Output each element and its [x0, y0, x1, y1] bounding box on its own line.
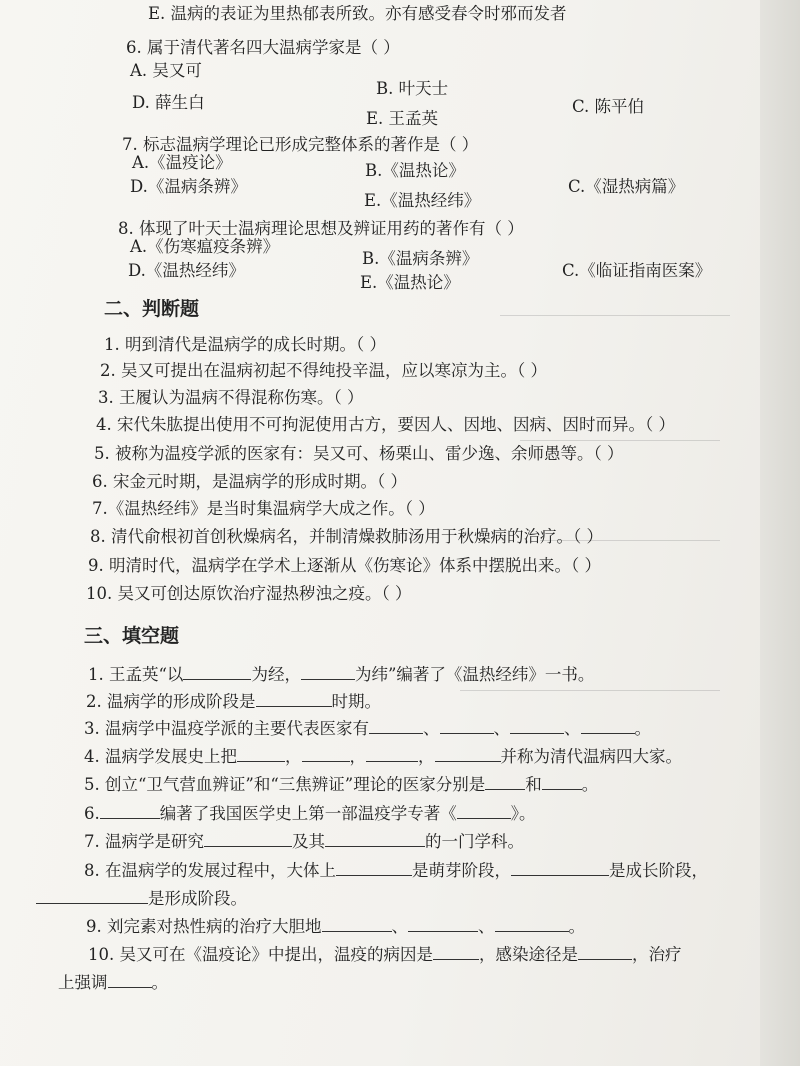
bleed-through-line: [500, 315, 730, 324]
fill-item-3: 3. 温病学中温疫学派的主要代表医家有 、 、 、 。: [84, 719, 651, 738]
fill-item-10-cont: 上强调 。: [58, 973, 168, 992]
blank-field[interactable]: [366, 747, 418, 762]
facing-page-edge: [760, 0, 800, 1066]
blank-field[interactable]: [336, 861, 412, 876]
blank-field[interactable]: [581, 719, 635, 734]
blank-field[interactable]: [485, 775, 525, 790]
blank-field[interactable]: [433, 945, 479, 960]
blank-field[interactable]: [302, 747, 350, 762]
mc-q6-option-b: B. 叶天士: [376, 79, 449, 98]
section-heading-fill-blank: 三、填空题: [84, 625, 180, 647]
blank-field[interactable]: [440, 719, 494, 734]
section-heading-true-false: 二、判断题: [104, 298, 200, 320]
blank-field[interactable]: [511, 861, 609, 876]
blank-field[interactable]: [108, 973, 152, 988]
blank-field[interactable]: [237, 747, 285, 762]
fill-item-1: 1. 王孟英“以 为经， 为纬”编著了《温热经纬》一书。: [88, 665, 595, 684]
blank-field[interactable]: [408, 917, 478, 932]
blank-field[interactable]: [510, 719, 564, 734]
fill-item-6: 6. 编著了我国医学史上第一部温疫学专著《 》。: [84, 804, 536, 823]
blank-field[interactable]: [36, 889, 148, 904]
tf-item: 8. 清代俞根初首创秋燥病名，并制清燥救肺汤用于秋燥病的治疗。（ ）: [90, 527, 603, 546]
fill-item-4: 4. 温病学发展史上把 ， ， ， 并称为清代温病四大家。: [84, 747, 682, 766]
blank-field[interactable]: [435, 747, 501, 762]
fill-item-9: 9. 刘完素对热性病的治疗大胆地 、 、 。: [86, 917, 585, 936]
mc-q6-option-a: A. 吴又可: [130, 61, 202, 80]
fill-item-2: 2. 温病学的形成阶段是 时期。: [86, 692, 381, 711]
mc-q6-option-e: E. 王孟英: [366, 109, 439, 128]
tf-item: 1. 明到清代是温病学的成长时期。（ ）: [104, 335, 386, 354]
fill-item-7: 7. 温病学是研究 及其 的一门学科。: [84, 832, 524, 851]
mc-q7-option-c: C.《湿热病篇》: [568, 177, 685, 196]
mc-q8-option-b: B.《温病条辨》: [362, 249, 479, 268]
tf-item: 4. 宋代朱肱提出使用不可拘泥使用古方，要因人、因地、因病、因时而异。（ ）: [96, 415, 675, 434]
mc-q8-option-c: C.《临证指南医案》: [562, 261, 712, 280]
mc-q6-stem: 6. 属于清代著名四大温病学家是（ ）: [126, 38, 400, 57]
fill-item-8-cont: 是形成阶段。: [36, 888, 247, 910]
blank-field[interactable]: [256, 692, 332, 707]
mc-q8-option-d: D.《温热经纬》: [128, 261, 245, 280]
tf-item: 6. 宋金元时期，是温病学的形成时期。（ ）: [92, 472, 407, 491]
blank-field[interactable]: [495, 917, 569, 932]
mc-q6-option-d: D. 薛生白: [132, 93, 205, 112]
blank-field[interactable]: [369, 719, 423, 734]
fill-item-5: 5. 创立“卫气营血辨证”和“三焦辨证”理论的医家分别是 和 。: [84, 775, 599, 794]
tf-item: 9. 明清时代，温病学在学术上逐渐从《伤寒论》体系中摆脱出来。（ ）: [88, 556, 601, 575]
tf-item: 5. 被称为温疫学派的医家有：吴又可、杨栗山、雷少逸、余师愚等。（ ）: [94, 444, 624, 463]
tf-item: 7.《温热经纬》是当时集温病学大成之作。（ ）: [92, 499, 435, 518]
mc-q5-option-e: E. 温病的表证为里热郁表所致。亦有感受春令时邪而发者: [148, 4, 567, 23]
blank-field[interactable]: [578, 945, 632, 960]
blank-field[interactable]: [457, 804, 511, 819]
tf-item: 10. 吴又可创达原饮治疗湿热秽浊之疫。（ ）: [86, 584, 412, 603]
fill-item-8: 8. 在温病学的发展过程中，大体上 是萌芽阶段， 是成长阶段，: [84, 861, 708, 880]
blank-field[interactable]: [183, 665, 251, 680]
mc-q6-option-c: C. 陈平伯: [572, 97, 645, 116]
mc-q8-option-e: E.《温热论》: [360, 273, 460, 292]
blank-field[interactable]: [325, 832, 425, 847]
bleed-through-line: [460, 690, 720, 699]
blank-field[interactable]: [100, 804, 160, 819]
mc-q7-option-d: D.《温病条辨》: [130, 177, 247, 196]
fill-item-10: 10. 吴又可在《温疫论》中提出，温疫的病因是 ，感染途径是 ，治疗: [88, 945, 682, 964]
mc-q8-option-a: A.《伤寒瘟疫条辨》: [130, 237, 280, 256]
tf-item: 3. 王履认为温病不得混称伤寒。（ ）: [98, 388, 364, 407]
mc-q7-option-b: B.《温热论》: [365, 161, 465, 180]
blank-field[interactable]: [542, 775, 582, 790]
mc-q7-option-e: E.《温热经纬》: [364, 191, 481, 210]
mc-q7-option-a: A.《温疫论》: [132, 153, 232, 172]
mc-q8-stem: 8. 体现了叶天士温病理论思想及辨证用药的著作有（ ）: [118, 219, 524, 238]
blank-field[interactable]: [204, 832, 292, 847]
blank-field[interactable]: [301, 665, 355, 680]
tf-item: 2. 吴又可提出在温病初起不得纯投辛温，应以寒凉为主。（ ）: [100, 361, 547, 380]
blank-field[interactable]: [322, 917, 392, 932]
mc-q7-stem: 7. 标志温病学理论已形成完整体系的著作是（ ）: [122, 135, 479, 154]
